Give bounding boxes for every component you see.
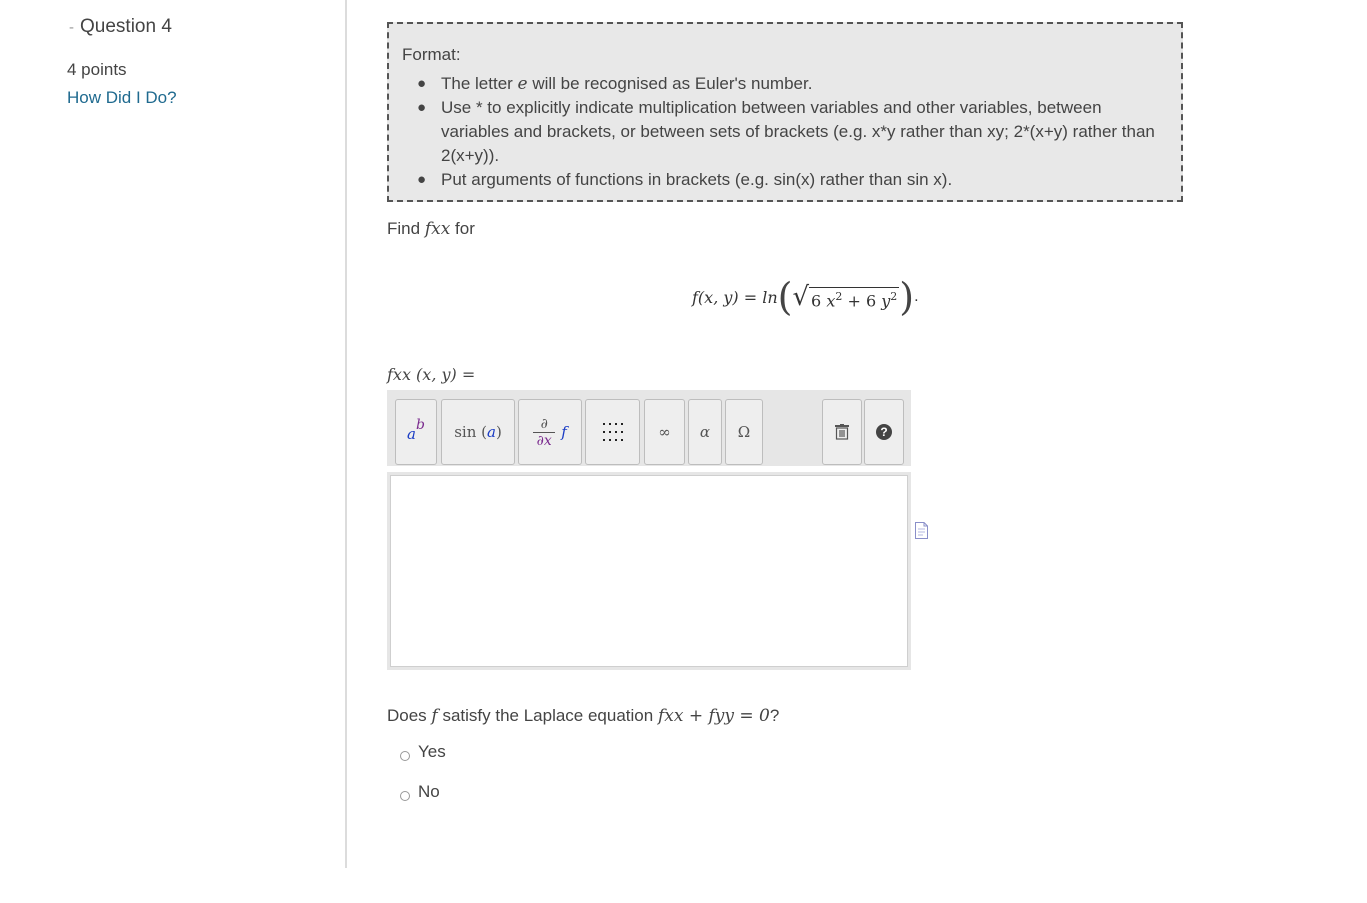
infinity-icon: ∞: [658, 423, 671, 441]
question-points: 4 points: [67, 60, 127, 79]
question-title: Question 4: [80, 16, 172, 37]
help-icon: ?: [876, 424, 892, 440]
prompt-text: for: [455, 219, 475, 238]
format-item-text: The letter: [441, 74, 518, 93]
laplace-equation: fxx + fyy = 0: [657, 706, 770, 726]
fxx-symbol: fxx: [424, 219, 451, 239]
derivative-button[interactable]: [518, 399, 582, 465]
f-symbol: f: [431, 706, 438, 726]
question-mark: ?: [769, 706, 780, 725]
function-icon: sin (a): [454, 423, 502, 441]
answer-editor-frame: [387, 472, 911, 670]
radical-icon: √: [792, 282, 810, 312]
question-text: satisfy the Laplace equation: [442, 706, 654, 725]
exponent: 2: [835, 289, 843, 303]
symbols-icon: Ω: [737, 423, 751, 441]
function-button[interactable]: [441, 399, 515, 465]
trash-icon: [835, 424, 849, 440]
left-paren: (: [777, 275, 793, 319]
question-header[interactable]: [69, 16, 172, 38]
option-label: Yes: [418, 742, 446, 761]
exponent-glyph: b: [415, 417, 425, 433]
radicand: [809, 287, 899, 310]
format-item-text: will be recognised as Euler's number.: [527, 74, 813, 93]
bullet-icon: ●: [417, 99, 427, 116]
bullet-icon: ●: [417, 171, 427, 188]
right-paren: ): [899, 275, 915, 319]
format-item-multiplication: [402, 96, 1162, 168]
greek-letters-icon: α: [699, 423, 711, 441]
option-no[interactable]: [400, 782, 440, 802]
bullet-icon: ●: [417, 75, 427, 92]
partial-derivative-icon: [533, 416, 567, 449]
radio-no[interactable]: [400, 791, 410, 801]
answer-editor-input[interactable]: [390, 475, 908, 667]
coef: 6: [865, 291, 877, 310]
matrix-icon: [602, 422, 624, 442]
base-glyph: a: [407, 425, 416, 443]
plus-sign: +: [847, 291, 861, 310]
fraction: [533, 416, 555, 449]
format-item-euler: [402, 72, 1162, 96]
equation-toolbar: [387, 390, 911, 466]
exponent: 2: [890, 289, 898, 303]
problem-prompt: [387, 219, 475, 239]
format-title: Format:: [402, 45, 461, 64]
formula-lhs: f(x, y) = ln: [692, 287, 778, 307]
radio-yes[interactable]: [400, 751, 410, 761]
option-yes[interactable]: [400, 742, 446, 762]
format-item-brackets: [402, 168, 1162, 192]
infinity-button[interactable]: [644, 399, 685, 465]
fraction-den: ∂x: [536, 432, 552, 449]
matrix-button[interactable]: [585, 399, 640, 465]
collapse-icon[interactable]: -: [69, 19, 74, 36]
fn-arg: a: [486, 423, 496, 441]
format-instructions-box: [387, 22, 1183, 202]
document-icon[interactable]: [915, 522, 928, 539]
symbols-button[interactable]: [725, 399, 763, 465]
fn-name: sin: [454, 423, 477, 441]
help-button[interactable]: [864, 399, 904, 465]
superscript-button[interactable]: [395, 399, 437, 465]
format-item-text: Use * to explicitly indicate multiplication between variables and other variables, between variables and brackets, or between sets of brackets (e.g. x*y rather than xy; 2*(x+y) rather than 2(x+y)).: [441, 98, 1155, 165]
question-sidebar: [0, 0, 347, 868]
formula-period: .: [914, 288, 919, 305]
coef: 6: [811, 291, 822, 310]
square-root: [792, 284, 899, 310]
answer-label: fxx (x, y) =: [387, 365, 476, 384]
greek-letters-button[interactable]: [688, 399, 722, 465]
var-x: x: [826, 291, 836, 310]
superscript-icon: [407, 417, 425, 443]
fn-glyph: f: [561, 423, 567, 441]
format-item-text: Put arguments of functions in brackets (e.g. sin(x) rather than sin x).: [441, 170, 953, 189]
option-label: No: [418, 782, 440, 801]
prompt-text: Find: [387, 219, 421, 238]
question-text: Does: [387, 706, 427, 725]
how-did-i-do-link[interactable]: How Did I Do?: [67, 88, 177, 107]
fraction-num: ∂: [540, 415, 548, 432]
var-y: y: [881, 291, 891, 310]
laplace-question: [387, 706, 779, 726]
clear-button[interactable]: [822, 399, 862, 465]
euler-e: e: [517, 74, 528, 94]
function-formula: [692, 275, 919, 319]
format-list: [402, 72, 1162, 192]
